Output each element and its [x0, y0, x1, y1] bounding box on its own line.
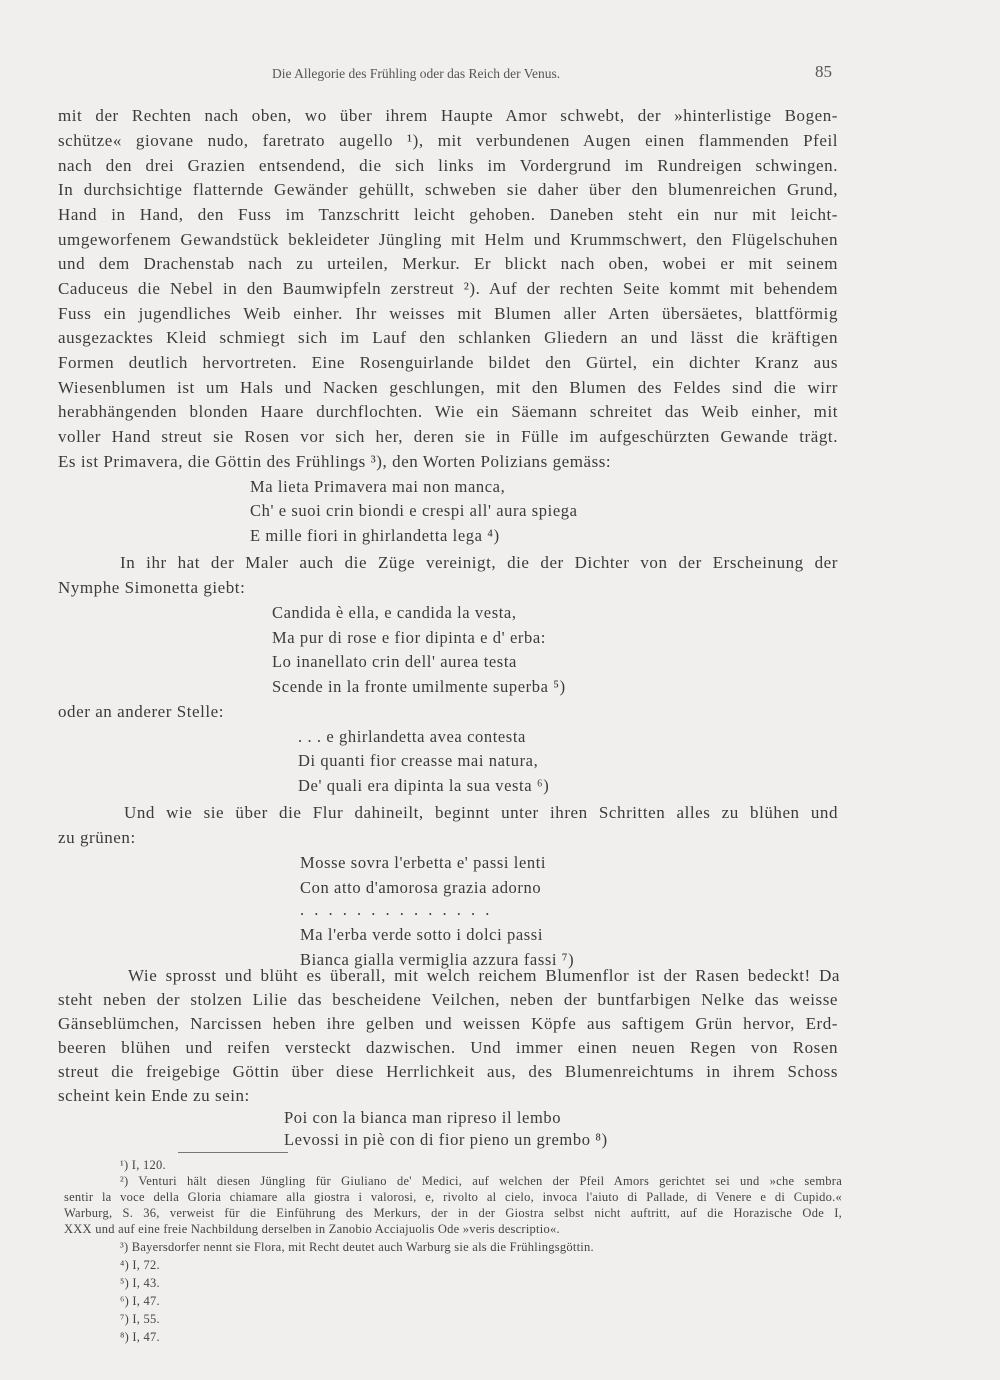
body-line: herabhängenden blonden Haare durchflochten. Wie ein Säemann schreitet das Weib einher, mit [58, 402, 838, 421]
body-line: Fuss ein jugendliches Weib einher. Ihr weisses mit Blumen aller Arten übersäetes, blattförmig [58, 304, 838, 323]
verse-line: Lo inanellato crin dell' aurea testa [272, 652, 517, 671]
body-line: streut die freigebige Göttin über diese Herrlichkeit aus, des Blumenreichtums in ihrem Schoss [58, 1062, 838, 1081]
verse-line: Mosse sovra l'erbetta e' passi lenti [300, 853, 547, 872]
body-line: In durchsichtige flatternde Gewänder gehüllt, schweben sie daher über den blumenreichen Grund, [58, 180, 838, 199]
verse-line: Candida è ella, e candida la vesta, [272, 603, 517, 622]
footnote: ⁸) I, 47. [120, 1330, 160, 1344]
body-line: beeren blühen und reifen versteckt dazwischen. Und immer einen neuen Regen von Rosen [58, 1038, 838, 1057]
footnote: ⁵) I, 43. [120, 1276, 160, 1290]
body-line: Caduceus die Nebel in den Baumwipfeln zerstreut ²). Auf der rechten Seite kommt mit behendem [58, 279, 838, 298]
verse-line: E mille fiori in ghirlandetta lega ⁴) [250, 526, 500, 545]
body-line: Nymphe Simonetta giebt: [58, 578, 246, 597]
running-title: Die Allegorie des Frühling oder das Reich der Venus. [272, 66, 561, 81]
footnote: ⁶) I, 47. [120, 1294, 160, 1308]
footnote: ¹) I, 120. [120, 1158, 166, 1172]
verse-line: Scende in la fronte umilmente superba ⁵) [272, 677, 566, 696]
body-line: umgeworfenem Gewandstück bekleideter Jüngling mit Helm und Krummschwert, den Flügelschuhen [58, 230, 838, 249]
footnote: XXX und auf eine freie Nachbildung derselben in Zanobio Acciajuolis Ode »veris descriptio«. [64, 1222, 560, 1236]
footnote: Warburg, S. 36, verweist für die Einführung des Merkurs, der in der Giostra selbst nicht auftritt, auf die Horazische Ode I, [64, 1206, 842, 1220]
verse-line: Ma lieta Primavera mai non manca, [250, 477, 506, 496]
body-line: Und wie sie über die Flur dahineilt, beginnt unter ihren Schritten alles zu blühen und [124, 803, 838, 822]
body-line: schütze« giovane nudo, faretrato augello ¹), mit verbundenen Augen einen flammenden Pfeil [58, 131, 838, 150]
verse-line: Ch' e suoi crin biondi e crespi all' aura spiega [250, 501, 578, 520]
footnote: sentir la voce della Gloria chiamare alla giostra i valorosi, e, rivolto al cielo, invoca l'aiuto di Pallade, di Venere e di Cupido.« [64, 1190, 842, 1204]
body-line: scheint kein Ende zu sein: [58, 1086, 250, 1105]
verse-line: . . . e ghirlandetta avea contesta [298, 727, 526, 746]
verse-line: Levossi in piè con di fior pieno un grembo ⁸) [284, 1130, 608, 1149]
verse-line: Di quanti fior creasse mai natura, [298, 751, 539, 770]
verse-line: Ma l'erba verde sotto i dolci passi [300, 925, 544, 944]
body-line: ausgezacktes Kleid schmiegt sich im Lauf den schlanken Gliedern an und lässt die kräftigen [58, 328, 838, 347]
body-line: oder an anderer Stelle: [58, 702, 225, 721]
footnote: ²) Venturi hält diesen Jüngling für Giuliano de' Medici, auf welchen der Pfeil Amors gerichtet sei und »che sembra [120, 1174, 842, 1188]
body-line: Hand in Hand, den Fuss im Tanzschritt leicht gehoben. Daneben steht ein nur mit leicht- [58, 205, 838, 224]
body-line: nach den drei Grazien entsendend, die sich links im Vordergrund im Rundreigen schwingen. [58, 156, 838, 175]
footnote: ³) Bayersdorfer nennt sie Flora, mit Recht deutet auch Warburg sie als die Frühlingsgöttin. [120, 1240, 594, 1254]
body-line: Es ist Primavera, die Göttin des Frühlings ³), den Worten Polizians gemäss: [58, 452, 612, 471]
body-line: und dem Drachenstab nach zu urteilen, Merkur. Er blickt nach oben, wobei er mit seinem [58, 254, 838, 273]
footnote: ⁷) I, 55. [120, 1312, 160, 1326]
verse-line: Bianca gialla vermiglia azzura fassi ⁷) [300, 950, 575, 969]
body-line: Formen deutlich hervortreten. Eine Rosenguirlande bildet den Gürtel, ein dichter Kranz aus [58, 353, 838, 372]
footnote: ⁴) I, 72. [120, 1258, 160, 1272]
body-line: Wiesenblumen ist um Hals und Nacken geschlungen, mit den Blumen des Feldes sind die wirr [58, 378, 838, 397]
body-line: In ihr hat der Maler auch die Züge vereinigt, die der Dichter von der Erscheinung der [120, 553, 838, 572]
body-line: Gänseblümchen, Narcissen heben ihre gelben und weissen Köpfe aus saftigem Grün hervor, Erd- [58, 1014, 838, 1033]
verse-line: Ma pur di rose e fior dipinta e d' erba: [272, 628, 546, 647]
body-line: zu grünen: [58, 828, 136, 847]
body-line: voller Hand streut sie Rosen vor sich her, deren sie in Fülle im aufgeschürzten Gewande trägt. [58, 427, 838, 446]
footnote-divider [178, 1152, 288, 1153]
verse-line: Poi con la bianca man ripreso il lembo [284, 1108, 562, 1127]
body-line: steht neben der stolzen Lilie das bescheidene Veilchen, neben der buntfarbigen Nelke das weisse [58, 990, 838, 1009]
verse-ellipsis: . . . . . . . . . . . . . . [300, 900, 493, 919]
verse-line: De' quali era dipinta la sua vesta ⁶) [298, 776, 550, 795]
body-line: Wie sprosst und blüht es überall, mit welch reichem Blumenflor ist der Rasen bedeckt! Da [128, 966, 840, 985]
page-number: 85 [815, 62, 832, 81]
verse-line: Con atto d'amorosa grazia adorno [300, 878, 542, 897]
body-line: mit der Rechten nach oben, wo über ihrem Haupte Amor schwebt, der »hinterlistige Bogen- [58, 106, 838, 125]
